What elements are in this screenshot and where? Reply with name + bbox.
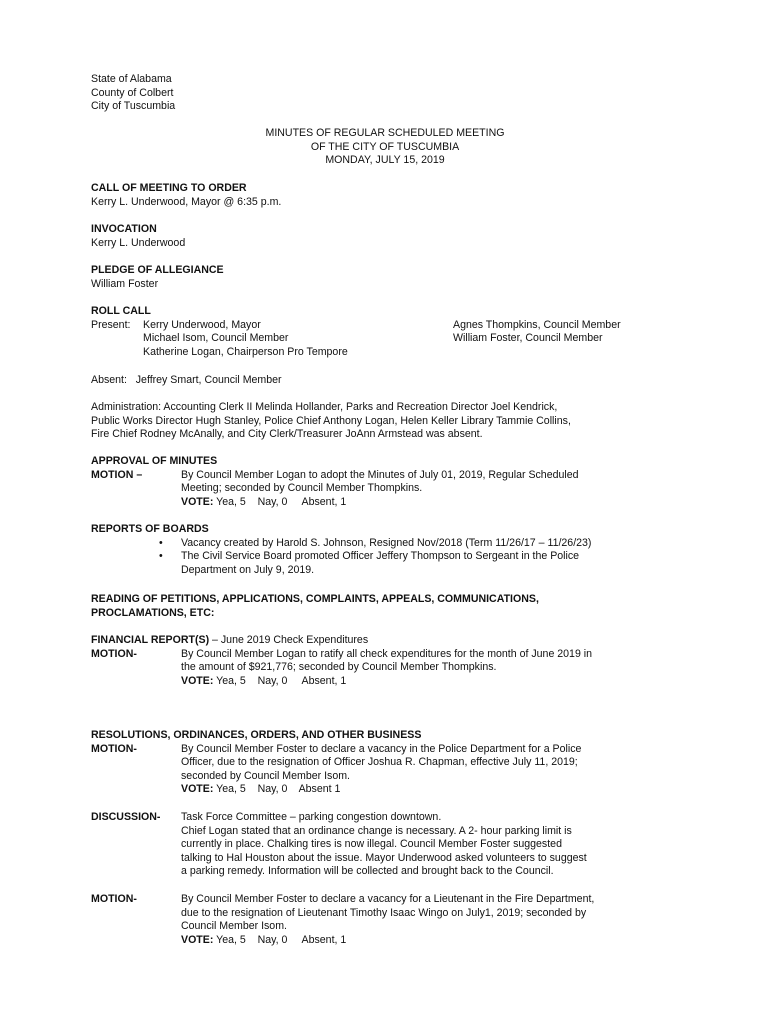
approval-heading: APPROVAL OF MINUTES bbox=[91, 455, 218, 467]
discussion-line: Chief Logan stated that an ordinance change is necessary. A 2- hour parking limit is bbox=[181, 824, 572, 837]
financial-section bbox=[91, 634, 691, 688]
title-line-3: MONDAY, JULY 15, 2019 bbox=[325, 154, 445, 167]
bullet-icon: • bbox=[159, 536, 163, 549]
vote-text: Yea, 5 Nay, 0 Absent, 1 bbox=[216, 674, 347, 687]
present-member: William Foster, Council Member bbox=[453, 332, 603, 345]
reports-list bbox=[91, 537, 691, 578]
financial-heading bbox=[91, 634, 691, 648]
administration-line: Public Works Director Hugh Stanley, Police Chief Anthony Logan, Helen Keller Library Tammie Collins, bbox=[91, 414, 571, 427]
call-to-order-text: Kerry L. Underwood, Mayor @ 6:35 p.m. bbox=[91, 195, 282, 208]
motion-label: MOTION – bbox=[91, 468, 143, 481]
resolutions-heading: RESOLUTIONS, ORDINANCES, ORDERS, AND OTHER BUSINESS bbox=[91, 729, 422, 741]
motion-text bbox=[181, 893, 691, 947]
report-line: Department on July 9, 2019. bbox=[181, 563, 315, 576]
county-line: County of Colbert bbox=[91, 86, 174, 99]
approval-motion bbox=[91, 469, 691, 510]
report-line: The Civil Service Board promoted Officer Jeffery Thompson to Sergeant in the Police bbox=[181, 550, 580, 563]
vote-line bbox=[181, 934, 691, 948]
vote-label: VOTE: bbox=[181, 933, 214, 946]
discussion-label: DISCUSSION- bbox=[91, 811, 161, 823]
motion-line: By Council Member Logan to ratify all check expenditures for the month of June 2019 in bbox=[181, 647, 593, 660]
financial-motion bbox=[91, 648, 691, 689]
motion-line: By Council Member Logan to adopt the Minutes of July 01, 2019, Regular Scheduled bbox=[181, 468, 579, 481]
motion-line: Council Member Isom. bbox=[181, 920, 287, 933]
motion-row bbox=[91, 893, 691, 947]
roll-call-section bbox=[91, 305, 691, 359]
motion-line: Officer, due to the resignation of Officer Joshua R. Chapman, effective July 11, 2019; bbox=[181, 756, 578, 769]
report-line: Vacancy created by Harold S. Johnson, Resigned Nov/2018 (Term 11/26/17 – 11/26/23) bbox=[181, 536, 592, 549]
vote-text: Yea, 5 Nay, 0 Absent, 1 bbox=[216, 933, 347, 946]
financial-heading-detail: – June 2019 Check Expenditures bbox=[209, 634, 369, 646]
roll-call-heading: ROLL CALL bbox=[91, 305, 151, 317]
vote-text: Yea, 5 Nay, 0 Absent 1 bbox=[216, 783, 341, 796]
present-member: Agnes Thompkins, Council Member bbox=[453, 318, 621, 331]
list-item bbox=[91, 550, 691, 577]
city-line: City of Tuscumbia bbox=[91, 100, 176, 113]
document-title bbox=[90, 127, 680, 168]
motion-line: the amount of $921,776; seconded by Council Member Thompkins. bbox=[181, 661, 497, 674]
present-members bbox=[91, 319, 691, 360]
discussion-line: talking to Hal Houston about the issue. Mayor Underwood asked volunteers to suggest bbox=[181, 851, 587, 864]
bullet-icon: • bbox=[159, 550, 163, 563]
discussion-text bbox=[181, 811, 691, 879]
discussion-line: a parking remedy. Information will be collected and brought back to the Council. bbox=[181, 865, 554, 878]
pledge-text: William Foster bbox=[91, 277, 159, 290]
reports-section bbox=[91, 523, 691, 577]
title-line-2: OF THE CITY OF TUSCUMBIA bbox=[310, 140, 460, 153]
present-member: Michael Isom, Council Member bbox=[143, 332, 289, 345]
present-member: Kerry Underwood, Mayor bbox=[143, 318, 261, 331]
motion-text bbox=[181, 469, 691, 510]
list-item bbox=[91, 537, 691, 551]
motion-label: MOTION- bbox=[91, 647, 137, 660]
resolutions-section bbox=[91, 729, 691, 797]
vote-line bbox=[181, 496, 691, 510]
motion-text bbox=[181, 743, 691, 797]
vote-line bbox=[181, 675, 691, 689]
reports-heading: REPORTS OF BOARDS bbox=[91, 523, 209, 535]
motion-text bbox=[181, 648, 691, 689]
motion-line: Meeting; seconded by Council Member Thompkins. bbox=[181, 482, 423, 495]
call-to-order-section bbox=[91, 182, 691, 209]
reading-heading-line-1: READING OF PETITIONS, APPLICATIONS, COMPLAINTS, APPEALS, COMMUNICATIONS, bbox=[91, 593, 539, 605]
resolution-motion-2 bbox=[91, 893, 691, 947]
administration-line: Administration: Accounting Clerk II Melinda Hollander, Parks and Recreation Director Joel Kendrick, bbox=[91, 401, 558, 413]
motion-label: MOTION- bbox=[91, 742, 137, 755]
resolution-motion-1 bbox=[91, 743, 691, 797]
administration-paragraph bbox=[91, 401, 691, 442]
vote-line bbox=[181, 783, 691, 797]
present-column-1 bbox=[143, 319, 453, 360]
motion-line: By Council Member Foster to declare a vacancy in the Police Department for a Police bbox=[181, 742, 582, 755]
discussion-line: Task Force Committee – parking congestion downtown. bbox=[181, 811, 442, 823]
present-label: Present: bbox=[91, 318, 131, 331]
discussion-line: currently in place. Chalking tires is now illegal. Council Member Foster suggested bbox=[181, 838, 562, 851]
vote-text: Yea, 5 Nay, 0 Absent, 1 bbox=[216, 495, 347, 508]
invocation-heading: INVOCATION bbox=[91, 223, 157, 235]
financial-heading-label: FINANCIAL REPORT(S) bbox=[91, 634, 210, 646]
absent-line: Absent: Jeffrey Smart, Council Member bbox=[91, 374, 282, 386]
reading-heading-line-2: PROCLAMATIONS, ETC: bbox=[91, 606, 215, 619]
discussion-row bbox=[91, 811, 691, 879]
invocation-text: Kerry L. Underwood bbox=[91, 236, 186, 249]
present-column-2 bbox=[453, 319, 621, 360]
title-line-1: MINUTES OF REGULAR SCHEDULED MEETING bbox=[265, 127, 505, 139]
approval-section bbox=[91, 455, 691, 509]
vote-label: VOTE: bbox=[181, 495, 214, 508]
vote-label: VOTE: bbox=[181, 674, 214, 687]
motion-label: MOTION- bbox=[91, 893, 137, 905]
motion-line: seconded by Council Member Isom. bbox=[181, 769, 350, 782]
state-line: State of Alabama bbox=[91, 73, 172, 85]
pledge-heading: PLEDGE OF ALLEGIANCE bbox=[91, 264, 224, 276]
vote-label: VOTE: bbox=[181, 783, 214, 796]
pledge-section bbox=[91, 264, 691, 291]
call-to-order-heading: CALL OF MEETING TO ORDER bbox=[91, 182, 247, 194]
discussion-block bbox=[91, 811, 691, 879]
administration-line: Fire Chief Rodney McAnally, and City Clerk/Treasurer JoAnn Armstead was absent. bbox=[91, 428, 483, 441]
motion-line: By Council Member Foster to declare a vacancy for a Lieutenant in the Fire Department, bbox=[181, 893, 595, 905]
present-member: Katherine Logan, Chairperson Pro Tempore bbox=[143, 345, 348, 358]
jurisdiction-header bbox=[91, 73, 691, 114]
reading-section bbox=[91, 593, 691, 620]
motion-line: due to the resignation of Lieutenant Timothy Isaac Wingo on July1, 2019; seconded by bbox=[181, 906, 587, 919]
invocation-section bbox=[91, 223, 691, 250]
